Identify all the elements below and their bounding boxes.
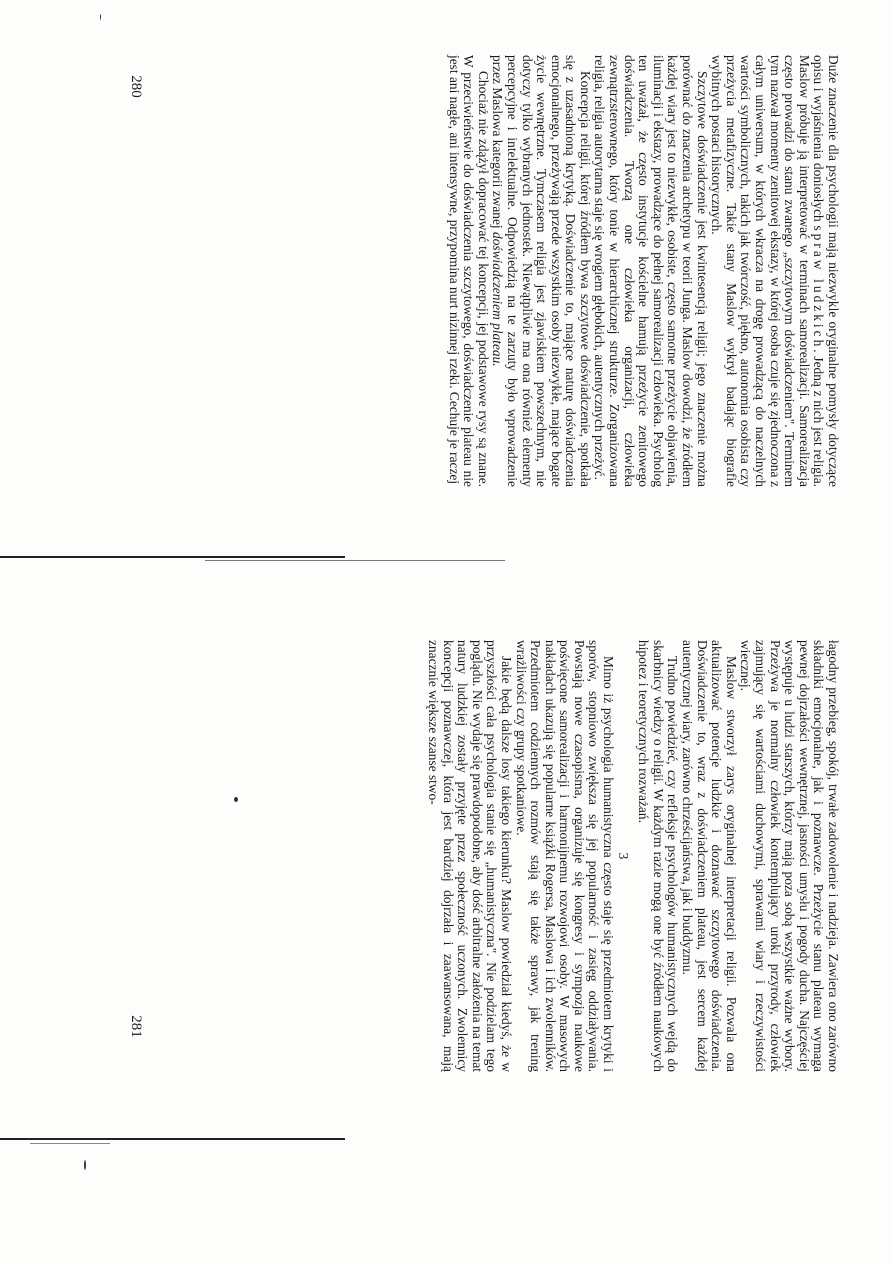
spaced-emphasis: spraw ludzkich xyxy=(811,225,827,350)
right-section-paragraph-1: Mimo iż psychologia humanistyczna często staje się przedmiotem krytyki i sporów, stopniowo zwiększa się jej popularność i zasięg oddziaływania. Powstają nowe czasopisma, organizuje się kongresy i sympozja naukowe poświęcone samorealizacji i harmonijnemu rozwojowi osoby. W masowych nakładach ukazują się popularne książki Rogersa, Maslowa i ich zwolenników. Przedmiotem codziennych rozmów stają się także sprawy, jak trening wrażliwości czy grupy spotkaniowe. xyxy=(513,640,617,1072)
right-page-number: 281 xyxy=(127,1015,144,1038)
scan-speck xyxy=(100,14,101,20)
left-paragraph-4: Chociaż nie zdążył dopracować tej koncepcji, jej podstawowe rysy są znane. W przeciwieństwie do doświadczenia szczytowego, doświadczenie plateau nie jest ani nagłe, ani intensywne, przypomina nurt nizinnej rzeki. Cechuje je raczej xyxy=(446,55,491,487)
right-section-paragraph-2: Jakie będą dalsze losy takiego kierunku? Maslow powiedział kiedyś, że w przyszłości cała psychologia stanie się „humanistyczna". Nie podzielam tego poglądu. Nie wydaje się prawdopodobne, aby dość arbitralne założenia na temat natury ludzkiej zostały przyjęte przez społeczność uczonych. Zwolennicy koncepcji poznawczej, która jest bardziej dojrzała i zaawansowana, mają znacznie większe szanse stwo- xyxy=(425,640,514,1072)
right-paragraph-3: Trudno powiedzieć, czy refleksje psychologów humanistycznych wejdą do skarbnicy wiedzy o religii. W każdym razie mogą one być źródłem naukowych hipotez i teoretycznych rozważań. xyxy=(636,640,681,1072)
right-page-text-column xyxy=(160,640,840,1072)
right-paragraph-2: Maslow stworzył zarys oryginalnej interpretacji religii. Pozwala ona aktualizować potencje ludzkie i doznawać szczytowego doświadczenia. Doświadczenie to, wraz z doświadczeniem plateau, jest sercem każdej autentycznej wiary, zarówno chrześcijaństwa, jak i buddyzmu. xyxy=(680,640,739,1072)
left-page-number: 280 xyxy=(127,75,144,98)
left-paragraph-3: Koncepcja religii, której źródłem bywa szczytowe doświadczenie, spotkała się z uzasadnioną krytyką. Doświadczenie to, mające naturę doświadczenia emocjonalnego, przeżywają przede wszystkim osoby niezwykłe, mające bogate życie wewnętrzne. Tymczasem religia jest zjawiskiem powszechnym, nie dotyczy tylko wybranych jednostek. Niewątpliwie ma ona również elementy percepcyjne i intelektualne. Odpowiedzią na te zarzuty było wprowadzenie przez Maslowa kategorii zwanej doświadczeniem plateau. xyxy=(490,55,593,487)
section-number: 3 xyxy=(615,852,631,860)
right-paragraph-1: łagodny przebieg, spokój, trwałe zadowolenie i nadzieja. Zawiera ono zarówno składniki emocjonalne, jak i poznawcze. Przeżycie stanu plateau wymaga pewnej dojrzałości wewnętrznej, jasności umysłu i pogody ducha. Najczęściej występuje u ludzi starszych, którzy mają poza sobą wszystkie ważne wybory. Przeżywa je normalny człowiek kontemplujący uroki przyrody, człowiek zajmujący się wartościami duchowymi, sprawami wiary i rzeczywistości wiecznej. xyxy=(738,640,841,1072)
scan-speck xyxy=(84,1160,86,1170)
left-paragraph-2: Szczytowe doświadczenie jest kwintesencją religii; jego znaczenie można porównać do znaczenia archetypu w teorii Junga. Maslow dowodzi, że źródłem każdej wiary jest to niezwykłe, osobiste, często samotne przeżycie objawienia, iluminacji i ekstazy, prowadzące do pełnej samorealizacji człowieka. Psycholog ten uważał, że często instytucje kościelne hamują przeżycie zenitowego doświadczenia. Tworzą one człowieka organizacji, człowieka zewnątrzsterownego, który tonie w hierarchicznej strukturze. Zorganizowana religia, religia autorytarna staje się wrogiem głębokich, autentycznych przeżyć. xyxy=(592,55,710,487)
bottom-edge-line xyxy=(0,1138,345,1140)
scan-speck xyxy=(234,797,238,802)
left-page-text-column xyxy=(178,55,840,487)
left-paragraph-1: Duże znaczenie dla psychologii mają niezwykle oryginalne pomysły dotyczące opisu i wyjaśnienia doniosłych spraw ludzkich. Jedną z nich jest religia. Maslow próbuje ją interpretować w terminach samorealizacji. Samorealizacja często prowadzi do stanu zwanego „szczytowym doświadczeniem". Terminem tym nazwał momenty zenitowej ekstazy, w której osoba czuje się zjednoczona z całym uniwersum, w których wkracza na drogę prowadzącą do naczelnych wartości symbolicznych, takich jak twórczość, piękno, autonomia osobista czy przeżycia metafizyczne. Takie stany Maslow wykrył badając biografie wybitnych postaci historycznych. xyxy=(709,55,841,488)
page-divider-line-faint xyxy=(205,560,505,561)
left-italic-term: doświadczeniem plateau. xyxy=(490,232,506,367)
bottom-edge-line-faint xyxy=(30,1143,110,1144)
page-divider-line xyxy=(0,556,345,558)
